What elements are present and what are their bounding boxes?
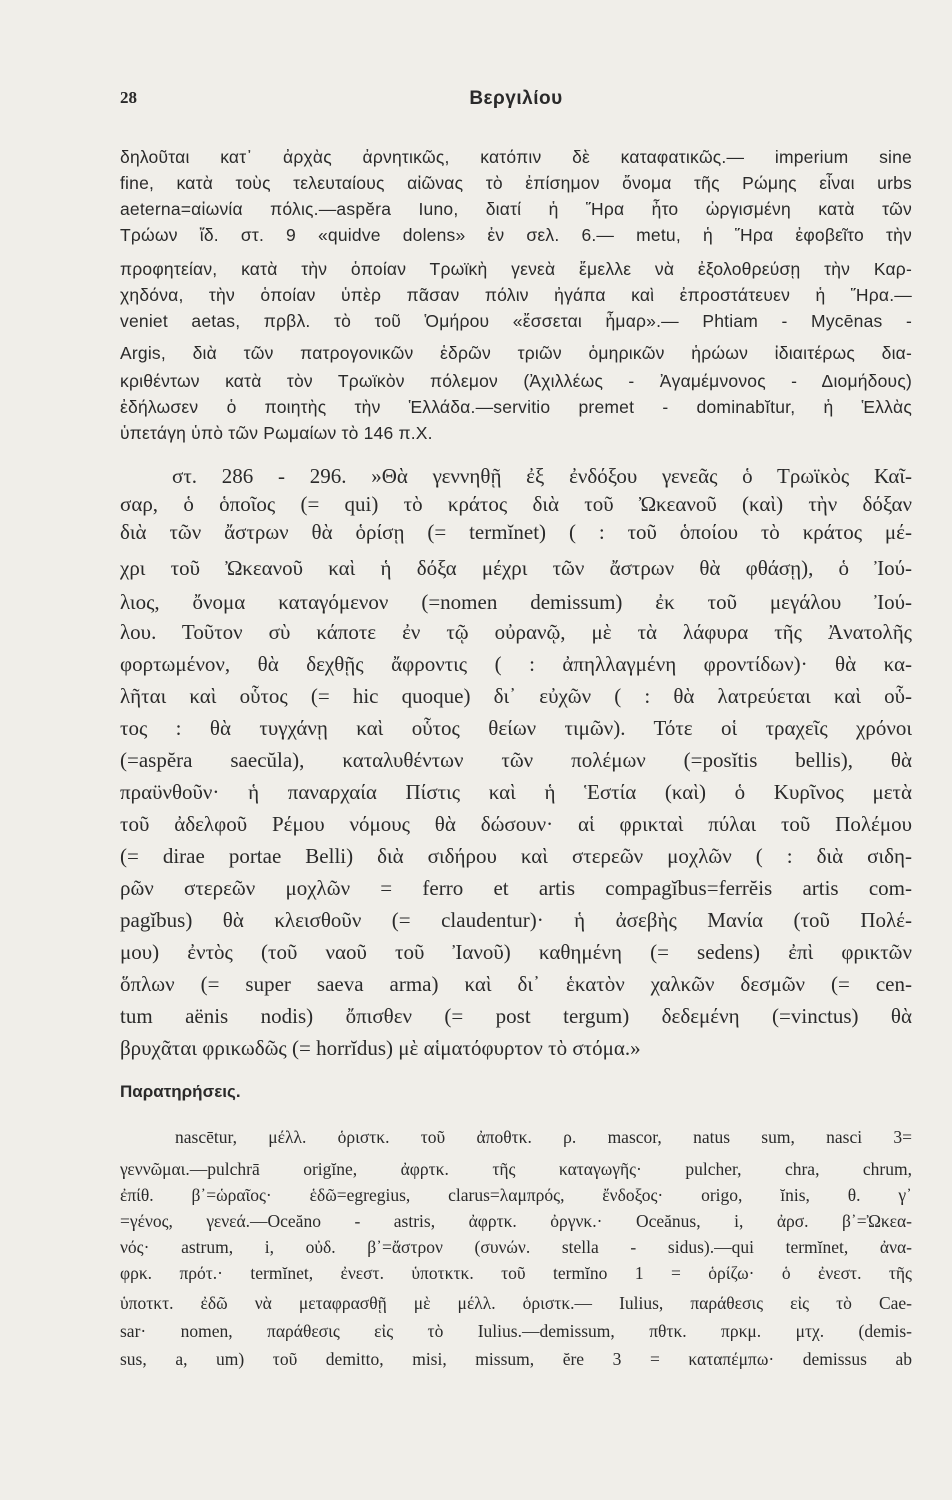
text-line: sar· nomen, παράθεσις εἰς τὸ Iulius.—demissum, πθτκ. πρκμ. μτχ. (demis- — [120, 1321, 912, 1341]
text-line: =γένος, γενεά.—Oceăno - astris, ἀφρτκ. ὀργνκ.· Oceănus, i, ἀρσ. β᾽=Ὠκεα- — [120, 1211, 912, 1231]
text-line: ὑπετάγη ὑπὸ τῶν Ρωμαίων τὸ 146 π.Χ. — [120, 423, 433, 443]
text-line: βρυχᾶται φρικωδῶς (= horrĭdus) μὲ αἱματόφυρτον τὸ στόμα.» — [120, 1036, 641, 1060]
text-line: φρκ. πρότ.· termĭnet, ἐνεστ. ὑποτκτκ. τοῦ termĭno 1 = ὁρίζω· ὁ ἐνεστ. τῆς — [120, 1263, 912, 1283]
text-line: νός· astrum, i, οὐδ. β᾽=ἄστρον (συνών. stella - sidus).—qui termĭnet, ἀνα- — [120, 1237, 912, 1257]
text-line: χρι τοῦ Ὠκεανοῦ καὶ ἡ δόξα μέχρι τῶν ἄστρων θὰ φθάσῃ), ὁ Ἰού- — [120, 556, 912, 580]
text-line: τοῦ ἀδελφοῦ Ρέμου νόμους θὰ δώσουν· αἱ φρικταὶ πύλαι τοῦ Πολέμου — [120, 812, 912, 836]
text-line: προφητείαν, κατὰ τὴν ὁποίαν Τρωϊκὴ γενεὰ ἔμελλε νὰ ἐξολοθρεύσῃ τὴν Καρ- — [120, 259, 912, 279]
text-line: Argis, διὰ τῶν πατρογονικῶν ἑδρῶν τριῶν ὁμηρικῶν ἡρώων ἰδιαιτέρως δια- — [120, 343, 912, 363]
text-line: ὅπλων (= super saeva arma) καὶ δι᾽ ἑκατὸν χαλκῶν δεσμῶν (= cen- — [120, 972, 912, 996]
remarks-heading: Παρατηρήσεις. — [120, 1082, 241, 1101]
text-line: λιος, ὄνομα καταγόμενον (=nomen demissum) ἐκ τοῦ μεγάλου Ἰού- — [120, 590, 912, 614]
text-line: κριθέντων κατὰ τὸν Τρωϊκὸν πόλεμον (Ἀχιλλέως - Ἀγαμέμνονος - Διομήδους) — [120, 371, 912, 391]
text-line: διὰ τῶν ἄστρων θὰ ὁρίσῃ (= termĭnet) ( : τοῦ ὁποίου τὸ κράτος μέ- — [120, 520, 912, 544]
text-line: τος : θὰ τυγχάνῃ καὶ οὗτος θείων τιμῶν). Τότε οἱ τραχεῖς χρόνοι — [120, 716, 912, 740]
text-line: μου) ἐντὸς (τοῦ ναοῦ τοῦ Ἰανοῦ) καθημένη (= sedens) ἐπὶ φρικτῶν — [120, 940, 912, 964]
text-line: ρῶν στερεῶν μοχλῶν = ferro et artis compagĭbus=ferrĕis artis com- — [120, 876, 912, 900]
text-line: nascētur, μέλλ. ὁριστκ. τοῦ ἀποθτκ. ρ. mascor, natus sum, nasci 3= — [175, 1127, 912, 1147]
page-number: 28 — [120, 88, 137, 107]
text-line: πραϋνθοῦν· ἡ παναρχαία Πίστις καὶ ἡ Ἑστία (καὶ) ὁ Κυρῖνος μετὰ — [120, 780, 912, 804]
text-line: ἐδήλωσεν ὁ ποιητὴς τὴν Ἑλλάδα.—servitio premet - dominabĭtur, ἡ Ἑλλὰς — [120, 397, 912, 417]
text-line: ὑποτκτ. ἐδῶ νὰ μεταφρασθῇ μὲ μέλλ. ὁριστκ.— Iulius, παράθεσις εἰς τὸ Cae- — [120, 1293, 912, 1313]
text-line: fine, κατὰ τοὺς τελευταίους αἰῶνας τὸ ἐπίσημον ὄνομα τῆς Ρώμης εἶναι urbs — [120, 173, 912, 193]
text-line: (= dirae portae Belli) διὰ σιδήρου καὶ στερεῶν μοχλῶν ( : διὰ σιδη- — [120, 844, 912, 868]
running-title: Βεργιλίου — [469, 88, 563, 109]
text-line: Τρώων ἴδ. στ. 9 «quidve dolens» ἐν σελ. 6.— metu, ἡ Ἥρα ἐφοβεῖτο τὴν — [120, 225, 912, 245]
text-line: γεννῶμαι.—pulchrā origĭne, ἀφρτκ. τῆς καταγωγῆς· pulcher, chra, chrum, — [120, 1159, 912, 1179]
text-line: φορτωμένον, θὰ δεχθῇς ἄφροντις ( : ἀπηλλαγμένη φροντίδων)· θὰ κα- — [120, 652, 912, 676]
text-line: sus, a, um) τοῦ demitto, misi, missum, ĕre 3 = καταπέμπω· demissus ab — [120, 1349, 912, 1369]
text-line: δηλοῦται κατ᾽ ἀρχὰς ἀρνητικῶς, κατόπιν δὲ καταφατικῶς.— imperium sine — [120, 147, 912, 167]
text-line: (=aspĕra saecŭla), καταλυθέντων τῶν πολέμων (=posĭtis bellis), θὰ — [120, 748, 912, 772]
text-line: λου. Τοῦτον σὺ κάποτε ἐν τῷ οὐρανῷ, μὲ τὰ λάφυρα τῆς Ἀνατολῆς — [120, 620, 912, 644]
text-line: λῆται καὶ οὗτος (= hic quoque) δι᾽ εὐχῶν ( : θὰ λατρεύεται καὶ οὗ- — [120, 684, 912, 708]
text-line: veniet aetas, πρβλ. τὸ τοῦ Ὁμήρου «ἔσσεται ἦμαρ».— Phtiam - Mycēnas - — [120, 311, 912, 331]
text-line: χηδόνα, τὴν ὁποίαν ὑπὲρ πᾶσαν πόλιν ἠγάπα καὶ ἐπροστάτευεν ἡ Ἥρα.— — [120, 285, 912, 305]
text-line: tum aënis nodis) ὄπισθεν (= post tergum) δεδεμένη (=vinctus) θὰ — [120, 1004, 912, 1028]
verse-reference-line: στ. 286 - 296. »Θὰ γεννηθῇ ἐξ ἐνδόξου γενεᾶς ὁ Τρωϊκὸς Καῖ- — [172, 464, 912, 488]
page-header — [120, 88, 912, 122]
text-line: pagĭbus) θὰ κλεισθοῦν (= claudentur)· ἡ ἀσεβὴς Μανία (τοῦ Πολέ- — [120, 908, 912, 932]
text-line: σαρ, ὁ ὁποῖος (= qui) τὸ κράτος διὰ τοῦ Ὠκεανοῦ (καὶ) τὴν δόξαν — [120, 492, 912, 516]
text-line: ἐπίθ. β᾽=ὡραῖος· ἑδῶ=egregius, clarus=λαμπρός, ἔνδοξος· origo, ĭnis, θ. γ᾽ — [120, 1185, 912, 1205]
text-line: aeterna=αἰωνία πόλις.—aspĕra Iuno, διατί ἡ Ἥρα ἦτο ὠργισμένη κατὰ τῶν — [120, 199, 912, 219]
